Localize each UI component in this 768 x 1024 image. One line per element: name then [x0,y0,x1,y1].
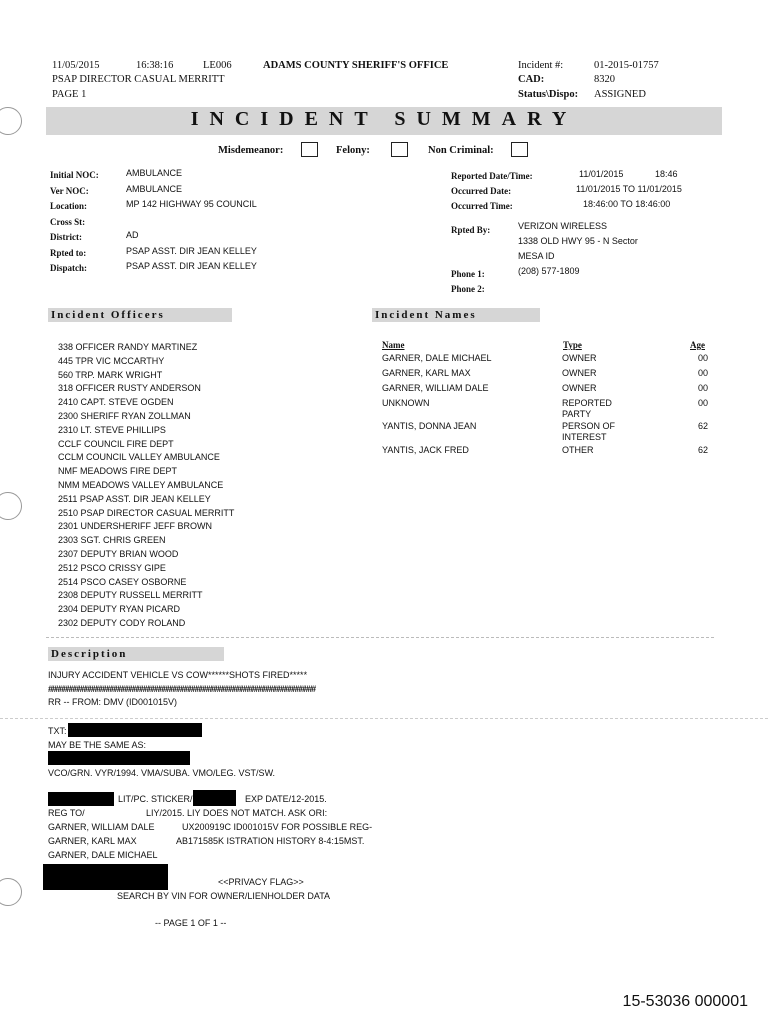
name-cell: GARNER, DALE MICHAEL [382,353,492,363]
felony-checkbox [391,142,408,157]
redaction-block [68,723,202,737]
name-cell: UNKNOWN [382,398,430,408]
list-item: 2514 PSCO CASEY OSBORNE [58,576,187,587]
list-item: 2410 CAPT. STEVE OGDEN [58,397,174,408]
incident-names-title: Incident Names [372,308,540,322]
cad-value: 8320 [594,74,615,85]
reported-label: Reported Date/Time: [451,171,533,181]
owner-3: GARNER, DALE MICHAEL [48,850,158,860]
field-label: Initial NOC: [50,170,99,180]
type-cell: OWNER [562,383,597,393]
misdemeanor-checkbox [301,142,318,157]
incident-number-label: Incident #: [518,60,564,71]
type-cell: OTHER [562,445,594,455]
field-value: AD [126,230,139,240]
rpted-by-address: 1338 OLD HWY 95 - N Sector [518,236,638,246]
cad-label: CAD: [518,74,545,85]
type-cell: OWNER [562,353,597,363]
phone2-label: Phone 2: [451,284,485,294]
table-row [382,445,712,455]
bates-number: 15-53036 000001 [622,993,748,1010]
names-header-type: Type [563,340,582,350]
punch-hole-bottom [0,878,22,906]
phone1-value: (208) 577-1809 [518,266,580,276]
name-cell: YANTIS, DONNA JEAN [382,421,477,431]
table-row [382,383,712,393]
age-cell: 00 [698,398,709,408]
table-row [382,421,712,442]
non-criminal-label: Non Criminal: [428,145,494,156]
status-label: Status\Dispo: [518,89,579,100]
type-cell: REPORTED [562,398,612,408]
field-value: AMBULANCE [126,183,183,194]
exp-date: EXP DATE/12-2015. [245,794,327,804]
vehicle-info: VCO/GRN. VYR/1994. VMA/SUBA. VMO/LEG. VST/SW. [48,768,276,778]
field-label: Location: [50,201,87,211]
reg-to: REG TO/ [48,808,85,818]
list-item: 2308 DEPUTY RUSSELL MERRITT [58,590,203,601]
age-cell: 00 [698,353,709,363]
type-cell: PERSON OF [562,421,616,431]
list-item: 338 OFFICER RANDY MARTINEZ [58,342,198,352]
list-item: 2511 PSAP ASST. DIR JEAN KELLEY [58,493,211,504]
age-cell: 62 [698,421,709,431]
list-item: CCLM COUNCIL VALLEY AMBULANCE [58,452,220,463]
punch-hole-middle [0,492,22,520]
list-item: 2300 SHERIFF RYAN ZOLLMAN [58,410,191,421]
occurred-time-label: Occurred Time: [451,201,513,211]
name-cell: GARNER, KARL MAX [382,368,471,378]
table-row [382,353,712,363]
page-title: INCIDENT SUMMARY [190,108,578,130]
occurred-date-label: Occurred Date: [451,186,512,196]
list-item: 2510 PSAP DIRECTOR CASUAL MERRITT [58,507,235,518]
txt-label: TXT: [48,726,67,736]
owner-2-note: AB171585K ISTRATION HISTORY 8-4:15MST. [176,836,365,846]
reported-date: 11/01/2015 [579,169,624,179]
field-label: Rpted to: [50,247,87,258]
list-item: 318 OFFICER RUSTY ANDERSON [58,383,201,394]
incident-officers-title: Incident Officers [48,308,232,322]
field-value: MP 142 HIGHWAY 95 COUNCIL [126,199,257,209]
section-divider [46,637,714,638]
occurred-date: 11/01/2015 TO 11/01/2015 [576,184,682,194]
punch-hole-top [0,107,22,135]
age-cell: 00 [698,368,709,378]
age-cell: 00 [698,383,709,393]
list-item: 2304 DEPUTY RYAN PICARD [58,604,181,615]
list-item: 2512 PSCO CRISSY GIPE [58,562,166,573]
type-cell-line2: INTEREST [562,432,607,442]
list-item: 2302 DEPUTY CODY ROLAND [58,617,186,628]
field-value: PSAP ASST. DIR JEAN KELLEY [126,245,257,256]
print-time: 16:38:16 [136,60,174,71]
field-label: District: [50,232,82,242]
redaction-block [193,790,236,806]
rpted-by-label: Rpted By: [451,225,491,235]
lit-sticker: LIT/PC. STICKER/ [118,794,193,804]
field-value: AMBULANCE [126,168,183,178]
names-header-name: Name [382,340,405,350]
list-item: 560 TRP. MARK WRIGHT [58,369,163,380]
field-value: PSAP ASST. DIR JEAN KELLEY [126,261,257,271]
description-line-3: RR -- FROM: DMV (ID001015V) [48,697,178,707]
names-header-age: Age [690,340,705,350]
field-label: Dispatch: [50,263,88,273]
name-cell: YANTIS, JACK FRED [382,445,469,455]
list-item: NMF MEADOWS FIRE DEPT [58,466,177,477]
report-code: LE006 [203,60,232,71]
phone1-label: Phone 1: [451,269,485,279]
list-item: 445 TPR VIC MCCARTHY [58,355,165,366]
agency-name: ADAMS COUNTY SHERIFF'S OFFICE [263,60,449,71]
liy-note: LIY/2015. LIY DOES NOT MATCH. ASK ORI: [146,808,328,818]
incident-number: 01-2015-01757 [594,60,659,71]
age-cell: 62 [698,445,709,455]
list-item: CCLF COUNCIL FIRE DEPT [58,438,174,449]
table-row [382,368,712,378]
occurred-time: 18:46:00 TO 18:46:00 [583,199,671,209]
description-line-1: INJURY ACCIDENT VEHICLE VS COW******SHOTS FIRED***** [48,670,308,680]
list-item: 2303 SGT. CHRIS GREEN [58,535,166,546]
rpted-by-city: MESA ID [518,251,555,261]
redaction-block [48,792,114,806]
non-criminal-checkbox [511,142,528,157]
may-be-same-label: MAY BE THE SAME AS: [48,740,147,750]
list-item: 2307 DEPUTY BRIAN WOOD [58,548,179,559]
type-cell: OWNER [562,368,597,378]
reported-time: 18:46 [655,169,678,179]
rpted-by-name: VERIZON WIRELESS [518,221,608,231]
list-item: 2310 LT. STEVE PHILLIPS [58,424,166,435]
owner-2: GARNER, KARL MAX [48,836,137,846]
field-label: Ver NOC: [50,185,89,196]
description-divider [0,718,768,719]
print-user: PSAP DIRECTOR CASUAL MERRITT [52,74,225,85]
name-cell: GARNER, WILLIAM DALE [382,383,489,393]
print-date: 11/05/2015 [52,60,100,71]
privacy-flag: <<PRIVACY FLAG>> [218,877,304,887]
owner-1: GARNER, WILLIAM DALE [48,822,155,832]
redaction-block [43,864,168,890]
search-vin-note: SEARCH BY VIN FOR OWNER/LIENHOLDER DATA [117,891,331,901]
owner-1-note: UX200919C ID001015V FOR POSSIBLE REG- [182,822,373,832]
description-title: Description [48,647,224,661]
field-label: Cross St: [50,216,86,227]
description-hashes: ######################################################################## [48,684,315,694]
page-of-footer: -- PAGE 1 OF 1 -- [155,918,227,928]
list-item: NMM MEADOWS VALLEY AMBULANCE [58,479,224,490]
page-number: PAGE 1 [52,89,87,100]
felony-label: Felony: [336,145,370,156]
officers-list [58,341,234,631]
status-value: ASSIGNED [594,89,646,100]
redaction-block [48,751,190,765]
table-row [382,398,712,419]
type-cell-line2: PARTY [562,409,592,419]
list-item: 2301 UNDERSHERIFF JEFF BROWN [58,521,213,532]
misdemeanor-label: Misdemeanor: [218,145,284,156]
